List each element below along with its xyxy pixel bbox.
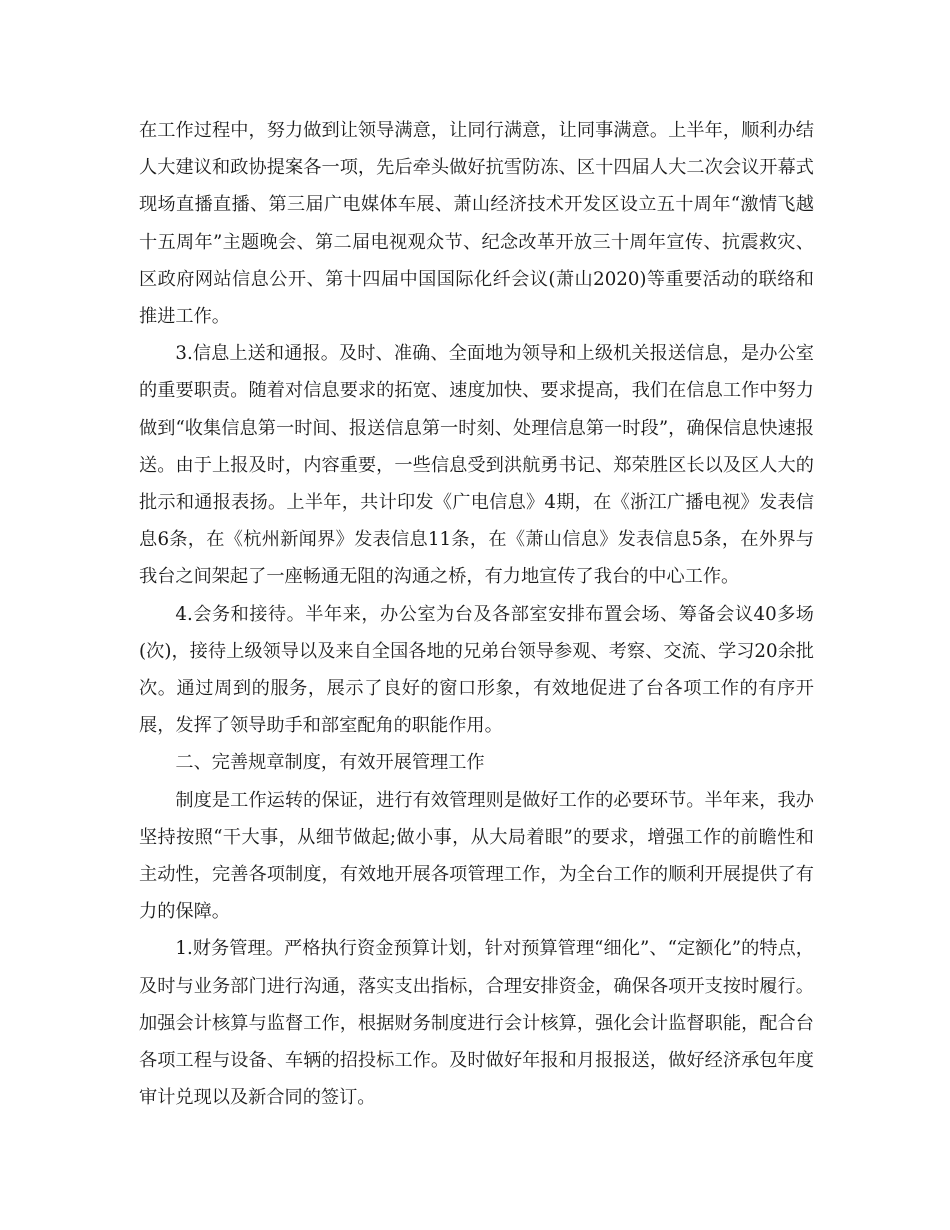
document-body [139, 112, 814, 1116]
paragraph-meetings-reception: 4.会务和接待。半年来，办公室为台及各部室安排布置会场、筹备会议40多场(次)，接待上级领导以及来自全国各地的兄弟台领导参观、考察、交流、学习20余批次。通过周到的服务，展示了良好的窗口形象，有效地促进了台各项工作的有序开展，发挥了领导助手和部室配角的职能作用。 [139, 603, 814, 737]
paragraph-regulations: 制度是工作运转的保证，进行有效管理则是做好工作的必要环节。半年来，我办坚持按照“干大事，从细节做起;做小事，从大局着眼”的要求，增强工作的前瞻性和主动性，完善各项制度，有效地开展各项管理工作，为全台工作的顺利开展提供了有力的保障。 [139, 789, 814, 923]
section-heading: 二、完善规章制度，有效开展管理工作 [175, 752, 485, 774]
paragraph-continuation: 在工作过程中，努力做到让领导满意，让同行满意，让同事满意。上半年，顺利办结人大建议和政协提案各一项，先后牵头做好抗雪防冻、区十四届人大二次会议开幕式现场直播直播、第三届广电媒体车展、萧山经济技术开发区设立五十周年“激情飞越十五周年”主题晚会、第二届电视观众节、纪念改革开放三十周年宣传、抗震救灾、区政府网站信息公开、第十四届中国国际化纤会议(萧山2020)等重要活动的联络和推进工作。 [139, 120, 814, 328]
paragraph-info-reporting: 3.信息上送和通报。及时、准确、全面地为领导和上级机关报送信息，是办公室的重要职责。随着对信息要求的拓宽、速度加快、要求提高，我们在信息工作中努力做到“收集信息第一时间、报送信息第一时刻、处理信息第一时段”，确保信息快速报送。由于上报及时，内容重要，一些信息受到洪航勇书记、郑荣胜区长以及区人大的批示和通报表扬。上半年，共计印发《广电信息》4期，在《浙江广播电视》发表信息6条，在《杭州新闻界》发表信息11条，在《萧山信息》发表信息5条，在外界与我台之间架起了一座畅通无阻的沟通之桥，有力地宣传了我台的中心工作。 [139, 343, 814, 588]
paragraph-financial-management: 1.财务管理。严格执行资金预算计划，针对预算管理“细化”、“定额化”的特点，及时与业务部门进行沟通，落实支出指标，合理安排资金，确保各项开支按时履行。加强会计核算与监督工作，根据财务制度进行会计核算，强化会计监督职能，配合台各项工程与设备、车辆的招投标工作。及时做好年报和月报报送，做好经济承包年度审计兑现以及新合同的签订。 [139, 938, 814, 1109]
